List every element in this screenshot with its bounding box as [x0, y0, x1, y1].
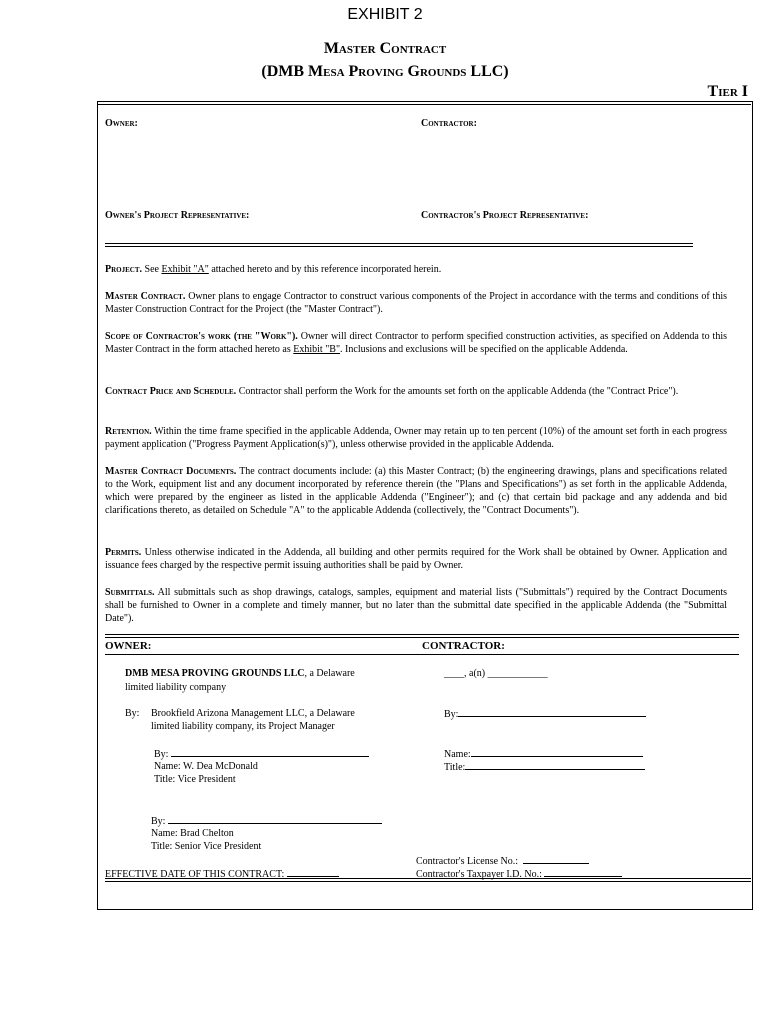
frame-top-rule [98, 104, 751, 105]
signer1-by [154, 747, 369, 761]
contractor-by [444, 707, 646, 721]
clause-text: Unless otherwise indicated in the Addenda, all building and other permits required for the Work shall be obtained by Owner. Application and issuance fees charged by the respective permit issuing authorities shall be paid by Owner. [105, 547, 728, 571]
clause-text: Owner will direct Contractor to perform specified construction activities, as specified on Addenda to this Master Contract in the form attached hereto as [105, 331, 728, 355]
owner-signature-heading: OWNER: [105, 640, 152, 652]
contractor-signature-heading: CONTRACTOR: [422, 640, 505, 652]
contractor-title-line[interactable] [465, 760, 645, 770]
contractor-license-line[interactable] [523, 854, 589, 864]
exhibit-label: EXHIBIT 2 [347, 6, 423, 23]
divider [105, 246, 693, 247]
owner-entity-suffix: , a Delaware [304, 668, 355, 679]
clause-title: Scope of Contractor's work (the "Work"). [105, 331, 298, 342]
signer2-by [151, 814, 382, 828]
divider [105, 637, 739, 638]
clause-text: Contractor shall perform the Work for the amounts set forth on the applicable Addenda (the "Contract Price"). [238, 386, 679, 397]
signer1-name: Name: W. Dea McDonald [154, 761, 258, 772]
contractor-title-label: Title: [444, 762, 466, 773]
divider [105, 654, 739, 655]
signer2-title: Title: Senior Vice President [151, 841, 262, 852]
manager-entity: Brookfield Arizona Management LLC, a Delaware [151, 708, 355, 719]
clause-title: Contract Price and Schedule. [105, 386, 237, 397]
clause-retention [105, 425, 727, 451]
effective-date-line[interactable] [287, 867, 339, 877]
divider [105, 878, 751, 879]
contractor-signature-line[interactable] [458, 707, 646, 717]
divider [105, 634, 739, 635]
contractor-title [444, 760, 645, 774]
contractor-taxpayer-line[interactable] [544, 867, 622, 877]
effective-date-label: EFFECTIVE DATE OF THIS CONTRACT: [105, 869, 285, 880]
owner-entity [125, 667, 355, 680]
signer2-signature-line[interactable] [168, 814, 382, 824]
manager-entity-type: limited liability company, its Project Manager [151, 721, 335, 732]
signer2-by-label: By: [151, 816, 166, 827]
divider [105, 243, 693, 244]
exhibit-b-link[interactable]: Exhibit "B" [293, 344, 341, 355]
owner-rep-label: Owner's Project Representative: [105, 210, 250, 221]
contractor-taxpayer-label: Contractor's Taxpayer I.D. No.: [416, 869, 542, 880]
contractor-name-line[interactable] [471, 747, 643, 757]
clause-scope [105, 330, 727, 356]
contractor-entity-field[interactable]: ____, a(n) ____________ [444, 668, 548, 679]
clause-project [105, 263, 727, 276]
tier-label: Tier I [707, 83, 748, 100]
signer1-signature-line[interactable] [171, 747, 369, 757]
owner-entity-name: DMB MESA PROVING GROUNDS LLC [125, 668, 305, 679]
contractor-rep-label: Contractor's Project Representative: [421, 210, 589, 221]
document-title: Master Contract [323, 40, 447, 57]
contractor-license-label: Contractor's License No.: [416, 856, 519, 867]
clause-title: Master Contract Documents. [105, 466, 237, 477]
signer1-title: Title: Vice President [154, 774, 236, 785]
clause-submittals [105, 586, 727, 625]
divider [105, 881, 751, 882]
exhibit-a-link[interactable]: Exhibit "A" [161, 264, 209, 275]
clause-contract-price [105, 385, 727, 398]
clause-text: . Inclusions and exclusions will be specified on the applicable Addenda. [340, 344, 628, 355]
clause-permits [105, 546, 727, 572]
manager-by-label: By: [125, 708, 140, 719]
owner-entity-type: limited liability company [125, 682, 227, 693]
clause-title: Retention. [105, 426, 152, 437]
contractor-by-label: By: [444, 709, 459, 720]
clause-title: Project. [105, 264, 143, 275]
contractor-label: Contractor: [421, 118, 477, 129]
clause-text: attached hereto and by this reference incorporated herein. [208, 264, 442, 275]
contractor-name [444, 747, 643, 761]
clause-title: Submittals. [105, 587, 155, 598]
document-subtitle: (DMB Mesa Proving Grounds LLC) [261, 63, 509, 80]
clause-text: See [144, 264, 162, 275]
clause-text: The contract documents include: (a) this Master Contract; (b) the engineering drawings, plans and specifications related to the Work, equipment list and any document incorporated by reference therein (the "Plans and Specifications") as set forth in the applicable Addenda, which were prepared by the engineer as listed in the applicable Addenda ("Engineer"); and (c) that certain bid package and any addenda and bid clarifications thereto, as detailed on Schedule "A" to the applicable Addenda (collectively, the "Contract Documents"). [105, 466, 727, 516]
signer1-by-label: By: [154, 749, 169, 760]
clause-master-contract [105, 290, 727, 316]
clause-contract-documents [105, 465, 727, 517]
clause-title: Permits. [105, 547, 142, 558]
clause-title: Master Contract. [105, 291, 186, 302]
owner-label: Owner: [105, 118, 138, 129]
contractor-license [416, 854, 589, 868]
clause-text: All submittals such as shop drawings, catalogs, samples, equipment and material lists ("Submittals") required by the Contract Documents shall be furnished to Owner in a complete and timely manner, but no later than the submittal date specified in the applicable Addenda (the "Submittal Date"). [105, 587, 728, 624]
signer2-name: Name: Brad Chelton [151, 828, 234, 839]
clause-text: Owner plans to engage Contractor to construct various components of the Project in accordance with the terms and conditions of this Master Construction Contract for the Project (the "Master Contract"). [105, 291, 727, 315]
contractor-name-label: Name: [444, 749, 471, 760]
clause-text: Within the time frame specified in the applicable Addenda, Owner may retain up to ten percent (10%) of the amount set forth in each progress payment application ("Progress Payment Application(s)"), unless otherwise provided in the applicable Addenda. [105, 426, 727, 450]
